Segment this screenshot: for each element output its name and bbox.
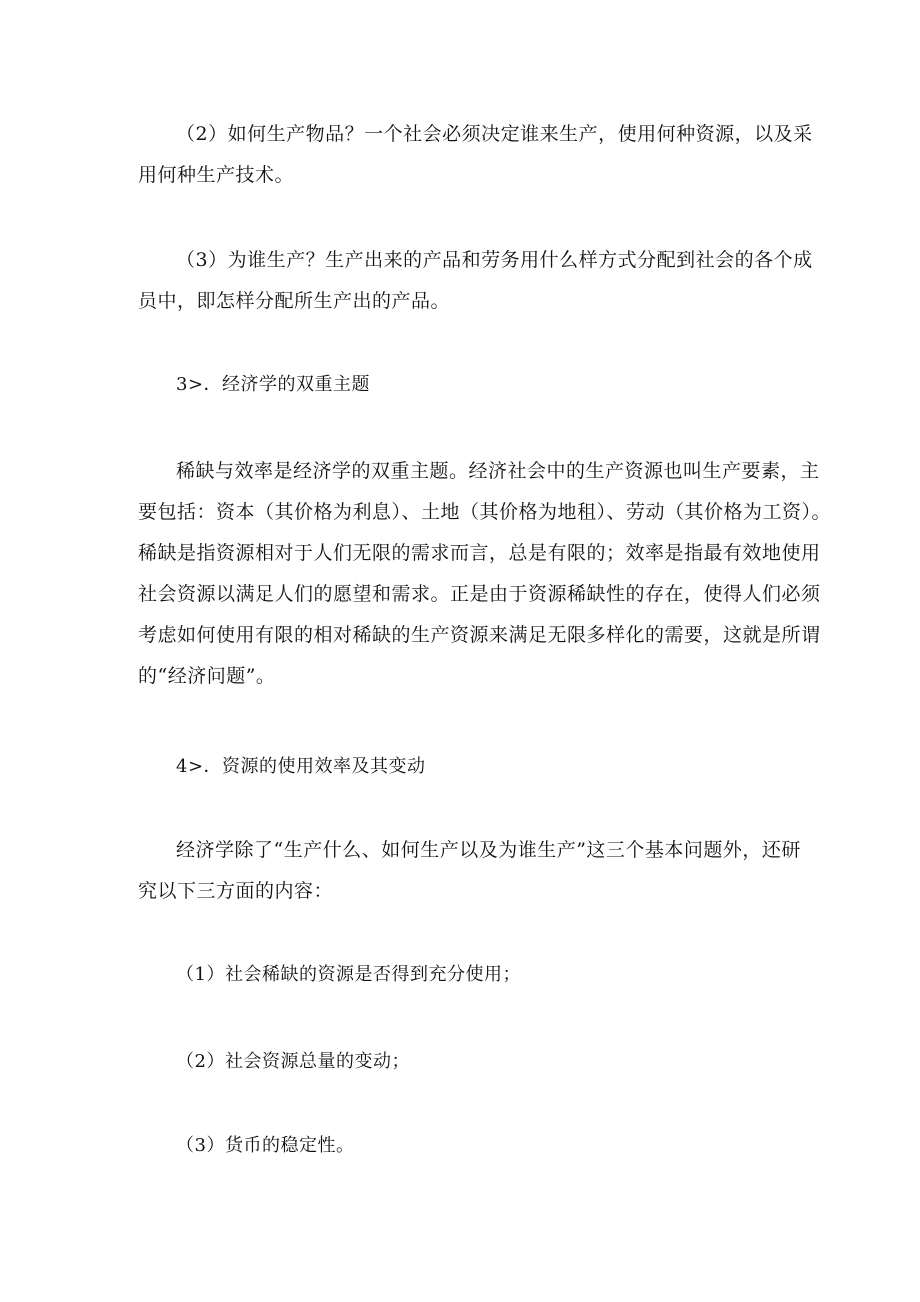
section-heading-dual-theme: 3>．经济学的双重主题: [176, 374, 371, 395]
paragraph-how-to-produce: [138, 114, 813, 196]
text-line: 考虑如何使用有限的相对稀缺的生产资源来满足无限多样化的需要，这就是所谓: [138, 624, 821, 646]
text-line: 经济学除了“生产什么、如何生产以及为谁生产”这三个基本问题外，还研: [176, 839, 801, 861]
text-line: 的“经济问题”。: [138, 665, 276, 687]
list-item: （3）货币的稳定性。: [176, 1135, 355, 1156]
section-heading-resource-efficiency: 4>．资源的使用效率及其变动: [176, 756, 426, 777]
list-item: （1）社会稀缺的资源是否得到充分使用；: [176, 964, 521, 985]
text-line: 用何种生产技术。: [138, 164, 295, 186]
list-item: （2）社会资源总量的变动；: [176, 1051, 410, 1072]
text-line: 要包括：资本（其价格为利息）、土地（其价格为地租）、劳动（其价格为工资）。: [138, 501, 832, 523]
paragraph-three-questions: [138, 830, 801, 912]
text-line: 稀缺与效率是经济学的双重主题。经济社会中的生产资源也叫生产要素，主: [176, 460, 820, 482]
text-line: 稀缺是指资源相对于人们无限的需求而言，总是有限的；效率是指最有效地使用: [138, 542, 821, 564]
text-line: （3）为谁生产？生产出来的产品和劳务用什么样方式分配到社会的各个成: [176, 249, 813, 271]
text-line: （2）如何生产物品？一个社会必须决定谁来生产，使用何种资源，以及采: [176, 123, 813, 145]
text-line: 员中，即怎样分配所生产出的产品。: [138, 290, 451, 312]
text-line: 究以下三方面的内容：: [138, 880, 334, 902]
paragraph-for-whom: [138, 240, 813, 322]
text-line: 社会资源以满足人们的愿望和需求。正是由于资源稀缺性的存在，使得人们必须: [138, 583, 821, 605]
paragraph-scarcity-efficiency: [138, 451, 832, 697]
